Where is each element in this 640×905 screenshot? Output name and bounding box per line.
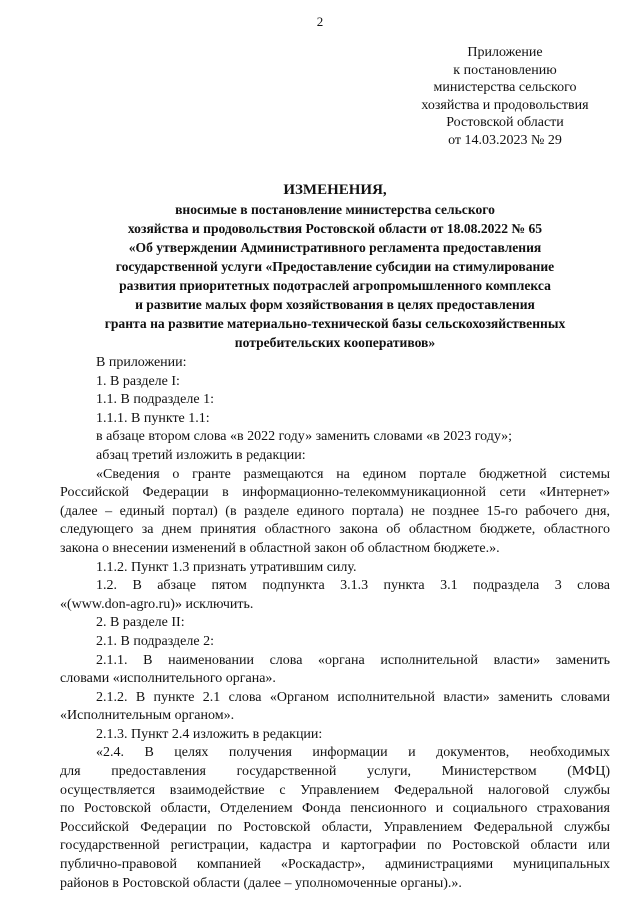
- body-line: в абзаце втором слова «в 2022 году» заменить словами «в 2023 году»;: [96, 429, 513, 445]
- title-line: гранта на развитие материально-технической базы сельскохозяйственных: [104, 316, 566, 331]
- appendix-header: [380, 44, 630, 149]
- appendix-line: к постановлению: [453, 62, 557, 78]
- body-line: осуществляется взаимодействие с Управлением Федеральной налоговой службы: [60, 782, 610, 798]
- body-line: (далее – единый портал) (в разделе единого портала) не позднее 15-го рабочего дня,: [60, 503, 610, 519]
- appendix-line: министерства сельского: [433, 80, 577, 95]
- appendix-line: Ростовской области: [446, 115, 564, 130]
- body-line: 1.1. В подразделе 1:: [96, 392, 214, 408]
- title-line: потребительских кооперативов»: [234, 335, 436, 350]
- body-line: В приложении:: [96, 355, 187, 370]
- title-line: вносимые в постановление министерства сельского: [175, 202, 495, 217]
- body-line: «2.4. В целях получения информации и документов, необходимых: [96, 745, 610, 761]
- body-line: 1.2. В абзаце пятом подпункта 3.1.3 пункта 3.1 подраздела 3 слова: [96, 578, 610, 594]
- body-line: для предоставления государственной услуги, Министерством (МФЦ): [60, 764, 610, 780]
- body-line: 2.1. В подразделе 2:: [96, 633, 214, 649]
- body-line: 2.1.1. В наименовании слова «органа исполнительной власти» заменить: [96, 652, 610, 668]
- body-line: «Сведения о гранте размещаются на едином портале бюджетной системы: [96, 466, 610, 482]
- document-title: [60, 181, 610, 352]
- appendix-line: от 14.03.2023 № 29: [448, 132, 562, 148]
- body-line: 2.1.3. Пункт 2.4 изложить в редакции:: [96, 726, 323, 742]
- body-line: государственной регистрации, кадастра и картографии по Ростовской области или: [60, 838, 610, 854]
- body-line: 2. В разделе II:: [96, 615, 185, 631]
- appendix-line: хозяйства и продовольствия: [421, 97, 589, 113]
- body-line: 1.1.2. Пункт 1.3 признать утратившим силу.: [96, 559, 357, 575]
- title-main: ИЗМЕНЕНИЯ,: [283, 182, 387, 198]
- body-line: 1. В разделе I:: [96, 373, 180, 389]
- title-line: развития приоритетных подотраслей агропромышленного комплекса: [119, 278, 551, 293]
- body-line: по Ростовской области, Отделением Фонда пенсионного и социального страхования: [60, 801, 610, 817]
- body-line: 2.1.2. В пункте 2.1 слова «Органом исполнительной власти» заменить словами: [96, 689, 610, 705]
- body-line: 1.1.1. В пункте 1.1:: [96, 410, 210, 426]
- body-line: абзац третий изложить в редакции:: [96, 447, 306, 463]
- title-line: хозяйства и продовольствия Ростовской области от 18.08.2022 № 65: [127, 221, 543, 236]
- body-line: публично-правовой компанией «Роскадастр», администрациями муниципальных: [60, 857, 610, 873]
- body-line: следующего за днем принятия областного закона об областном бюджете, областного: [60, 522, 610, 538]
- title-line: и развитие малых форм хозяйствования в целях предоставления: [135, 297, 535, 312]
- page-number: 2: [316, 14, 324, 29]
- body-line: районов в Ростовской области (далее – уполномоченные органы).».: [60, 875, 462, 891]
- body-line: Российской Федерации в информационно-телекоммуникационной сети «Интернет»: [60, 485, 610, 501]
- body-line: Российской Федерации по Ростовской области, Управлением Федеральной службы: [60, 819, 610, 835]
- body-line: закона о внесении изменений в областной закон об областном бюджете.».: [60, 540, 500, 556]
- title-line: государственной услуги «Предоставление субсидии на стимулирование: [115, 259, 555, 274]
- document-body: [60, 354, 610, 893]
- appendix-line: Приложение: [467, 45, 543, 60]
- title-line: «Об утверждении Административного регламента предоставления: [128, 240, 542, 255]
- body-line: «Исполнительным органом».: [60, 708, 235, 724]
- body-line: словами «исполнительного органа».: [60, 671, 276, 687]
- body-line: «(www.don-agro.ru)» исключить.: [60, 596, 254, 612]
